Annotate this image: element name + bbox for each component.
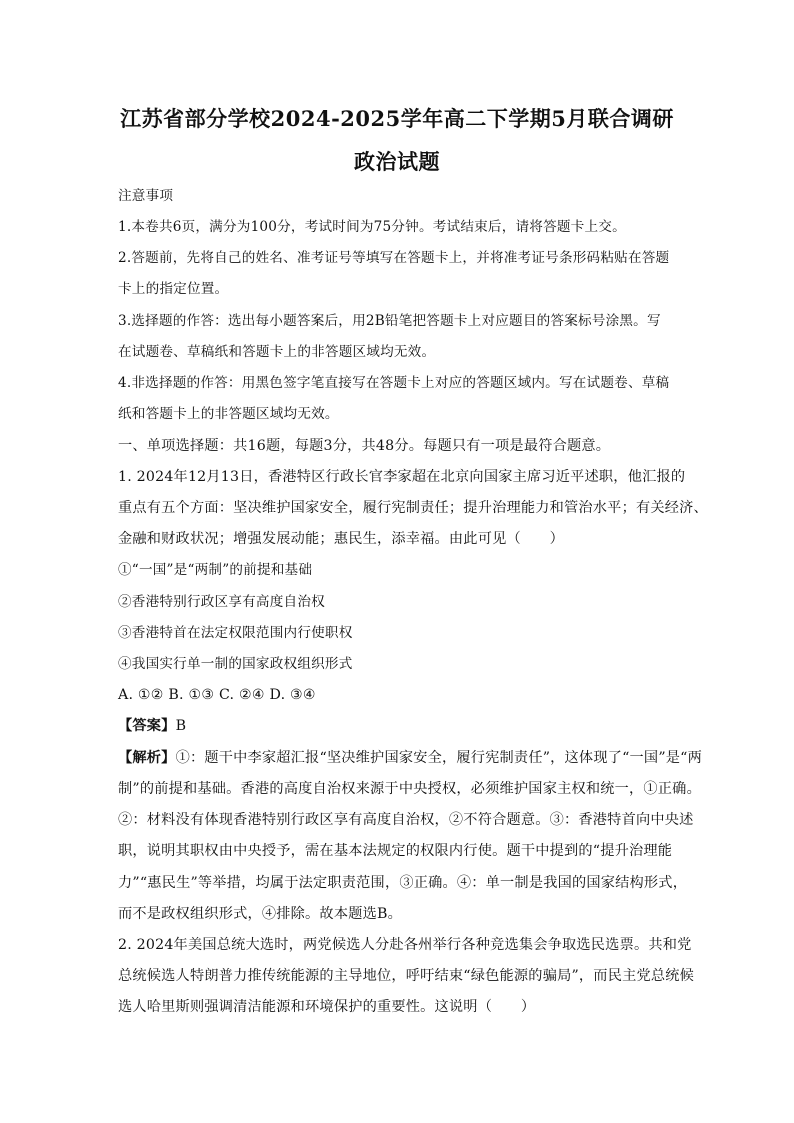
analysis-text: ①：题干中李家超汇报“坚决维护国家安全，履行宪制责任”，这体现了“一国”是“两 — [175, 750, 703, 766]
notice-item: 在试题卷、草稿纸和答题卡上的非答题区域均无效。 — [118, 344, 436, 360]
question-2-stem: 选人哈里斯则强调清洁能源和环境保护的重要性。这说明（ ） — [118, 999, 536, 1015]
notice-heading: 注意事项 — [118, 188, 174, 204]
question-1-analysis — [118, 748, 703, 768]
answer-value: B — [175, 718, 187, 734]
question-1-statement: ④我国实行单一制的国家政权组织形式 — [118, 656, 353, 672]
question-1-stem: 重点有五个方面：坚决维护国家安全，履行宪制责任；提升治理能力和管治水平；有关经济、 — [118, 500, 708, 516]
question-1-statement: ③香港特首在法定权限范围内行使职权 — [118, 625, 353, 641]
document-title: 江苏省部分学校2024-2025学年高二下学期5月联合调研 — [120, 106, 674, 131]
question-1-stem: 1. 2024年12月13日，香港特区行政长官李家超在北京向国家主席习近平述职，他汇报的 — [118, 469, 686, 485]
answer-label: 【答案】 — [118, 718, 176, 734]
question-1-statement: ②香港特别行政区享有高度自治权 — [118, 594, 325, 610]
question-1-stem: 金融和财政状况；增强发展动能；惠民生，添幸福。由此可见（ ） — [118, 531, 565, 547]
question-2-stem: 总统候选人特朗普力推传统能源的主导地位，呼吁结束“绿色能源的骗局”，而民主党总统候 — [118, 968, 695, 984]
question-1-options: A. ①② B. ①③ C. ②④ D. ③④ — [118, 687, 316, 703]
question-2-stem: 2. 2024年美国总统大选时，两党候选人分赴各州举行各种竞选集会争取选民选票。共和党 — [118, 937, 692, 953]
question-1-answer — [118, 716, 678, 736]
section-heading: 一、单项选择题：共16题，每题3分，共48分。每题只有一项是最符合题意。 — [118, 438, 611, 454]
notice-item: 纸和答题卡上的非答题区域均无效。 — [118, 406, 339, 422]
question-1-statement: ①“一国”是“两制”的前提和基础 — [118, 562, 313, 578]
document-subtitle: 政治试题 — [354, 149, 440, 174]
question-1-analysis: 而不是政权组织形式，④排除。故本题选B。 — [118, 906, 402, 922]
question-1-analysis: 制”的前提和基础。香港的高度自治权来源于中央授权，必须维护国家主权和统一，①正确。 — [118, 781, 701, 797]
question-1-analysis: 力”“惠民生”等举措，均属于法定职责范围，③正确。④：单一制是我国的国家结构形式， — [118, 875, 688, 891]
notice-item: 4.非选择题的作答：用黑色签字笔直接写在答题卡上对应的答题区域内。写在试题卷、草稿 — [118, 375, 670, 391]
question-1-analysis: ②：材料没有体现香港特别行政区享有高度自治权，②不符合题意。③：香港特首向中央述 — [118, 812, 694, 828]
notice-item: 2.答题前，先将自己的姓名、准考证号等填写在答题卡上，并将准考证号条形码粘贴在答题 — [118, 250, 670, 266]
notice-item: 1.本卷共6页，满分为100分，考试时间为75分钟。考试结束后，请将答题卡上交。 — [118, 219, 626, 235]
analysis-label: 【解析】 — [118, 750, 176, 766]
notice-item: 卡上的指定位置。 — [118, 281, 229, 297]
notice-item: 3.选择题的作答：选出每小题答案后，用2B铅笔把答题卡上对应题目的答案标号涂黑。写 — [118, 313, 661, 329]
question-1-analysis: 职，说明其职权由中央授予，需在基本法规定的权限内行使。题干中提到的“提升治理能 — [118, 843, 673, 859]
